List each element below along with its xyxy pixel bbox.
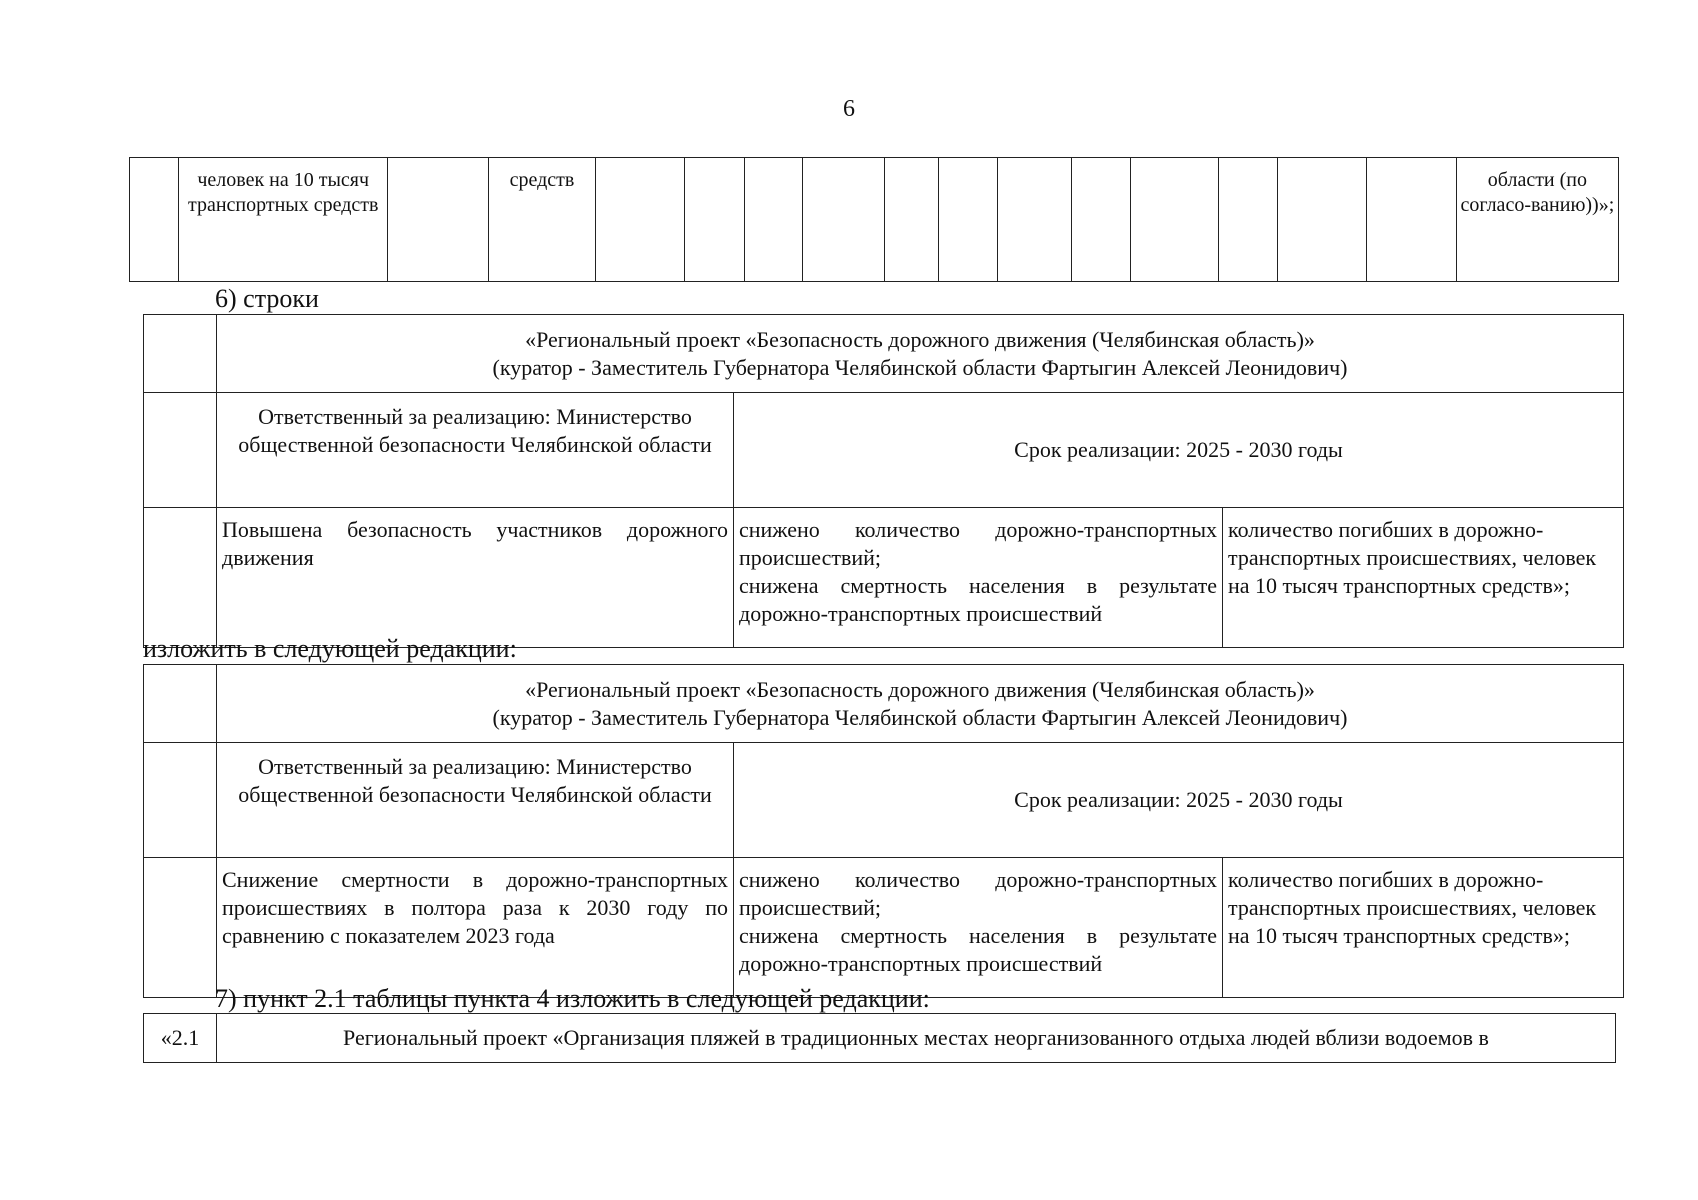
table-row: [144, 393, 1624, 508]
table-row: [130, 158, 1619, 282]
responsible-cell: Ответственный за реализацию: Министерство общественной безопасности Челябинской области: [217, 393, 734, 508]
goal-cell: Снижение смертности в дорожно-транспортных происшествиях в полтора раза к 2030 году по сравнению с показателем 2023 года: [217, 858, 734, 998]
empty-cell: [144, 393, 217, 508]
paragraph-new-edition: изложить в следующей редакции:: [143, 634, 517, 663]
result-line: снижена смертность населения в результате дорожно-транспортных происшествий: [739, 573, 1217, 626]
table-cell: [1366, 158, 1456, 282]
project-curator: (куратор - Заместитель Губернатора Челябинской области Фартыгин Алексей Леонидович): [492, 354, 1348, 380]
item-number-cell: «2.1: [144, 1014, 217, 1063]
empty-cell: [144, 743, 217, 858]
table-cell: [388, 158, 488, 282]
table-item-2-1: [143, 1013, 1616, 1063]
table-cell: [884, 158, 938, 282]
result-line: снижено количество дорожно-транспортных происшествий;: [739, 517, 1217, 570]
page-number: 6: [843, 96, 855, 122]
term-cell: Срок реализации: 2025 - 2030 годы: [734, 743, 1624, 858]
term-cell: Срок реализации: 2025 - 2030 годы: [734, 393, 1624, 508]
table-cell: [685, 158, 745, 282]
paragraph-7: 7) пункт 2.1 таблицы пункта 4 изложить в следующей редакции:: [215, 984, 930, 1013]
table-row: [144, 508, 1624, 648]
table-cell: [997, 158, 1071, 282]
table-cell: [1072, 158, 1131, 282]
table-row: [144, 858, 1624, 998]
result-line: снижено количество дорожно-транспортных происшествий;: [739, 867, 1217, 920]
table-row: [144, 315, 1624, 393]
table-cell: [596, 158, 685, 282]
table-cell: [803, 158, 885, 282]
project-title-cell: [217, 315, 1624, 393]
empty-cell: [144, 508, 217, 648]
goal-cell: Повышена безопасность участников дорожного движения: [217, 508, 734, 648]
table-cell: [1130, 158, 1219, 282]
paragraph-6: 6) строки: [215, 284, 319, 313]
item-text-cell: Региональный проект «Организация пляжей в традиционных местах неорганизованного отдыха людей вблизи водоемов в: [217, 1014, 1616, 1063]
result-line: снижена смертность населения в результате дорожно-транспортных происшествий: [739, 923, 1217, 976]
table-cell: человек на 10 тысяч транспортных средств: [179, 158, 388, 282]
table-row: [144, 743, 1624, 858]
empty-cell: [144, 858, 217, 998]
project-curator: (куратор - Заместитель Губернатора Челябинской области Фартыгин Алексей Леонидович): [492, 704, 1348, 730]
indicator-cell: количество погибших в дорожно-транспортных происшествиях, человек на 10 тысяч транспортных средств»;: [1223, 858, 1624, 998]
table-row: [144, 1014, 1616, 1063]
project-title: «Региональный проект «Безопасность дорожного движения (Челябинская область)»: [525, 676, 1315, 702]
table-new-version: [143, 664, 1624, 998]
table-old-version: [143, 314, 1624, 648]
table-cell: [130, 158, 179, 282]
responsible-cell: Ответственный за реализацию: Министерство общественной безопасности Челябинской области: [217, 743, 734, 858]
table-cell: [939, 158, 998, 282]
table-row: [144, 665, 1624, 743]
table-cell: [744, 158, 803, 282]
table-cell: [1219, 158, 1278, 282]
table-cell: [1278, 158, 1367, 282]
table-cell: области (по согласо-ванию))»;: [1456, 158, 1618, 282]
result-cell: [734, 508, 1223, 648]
table-cell: средств: [488, 158, 596, 282]
continuation-table: [129, 157, 1619, 282]
project-title: «Региональный проект «Безопасность дорожного движения (Челябинская область)»: [525, 326, 1315, 352]
empty-cell: [144, 665, 217, 743]
result-cell: [734, 858, 1223, 998]
empty-cell: [144, 315, 217, 393]
indicator-cell: количество погибших в дорожно-транспортных происшествиях, человек на 10 тысяч транспортных средств»;: [1223, 508, 1624, 648]
project-title-cell: [217, 665, 1624, 743]
